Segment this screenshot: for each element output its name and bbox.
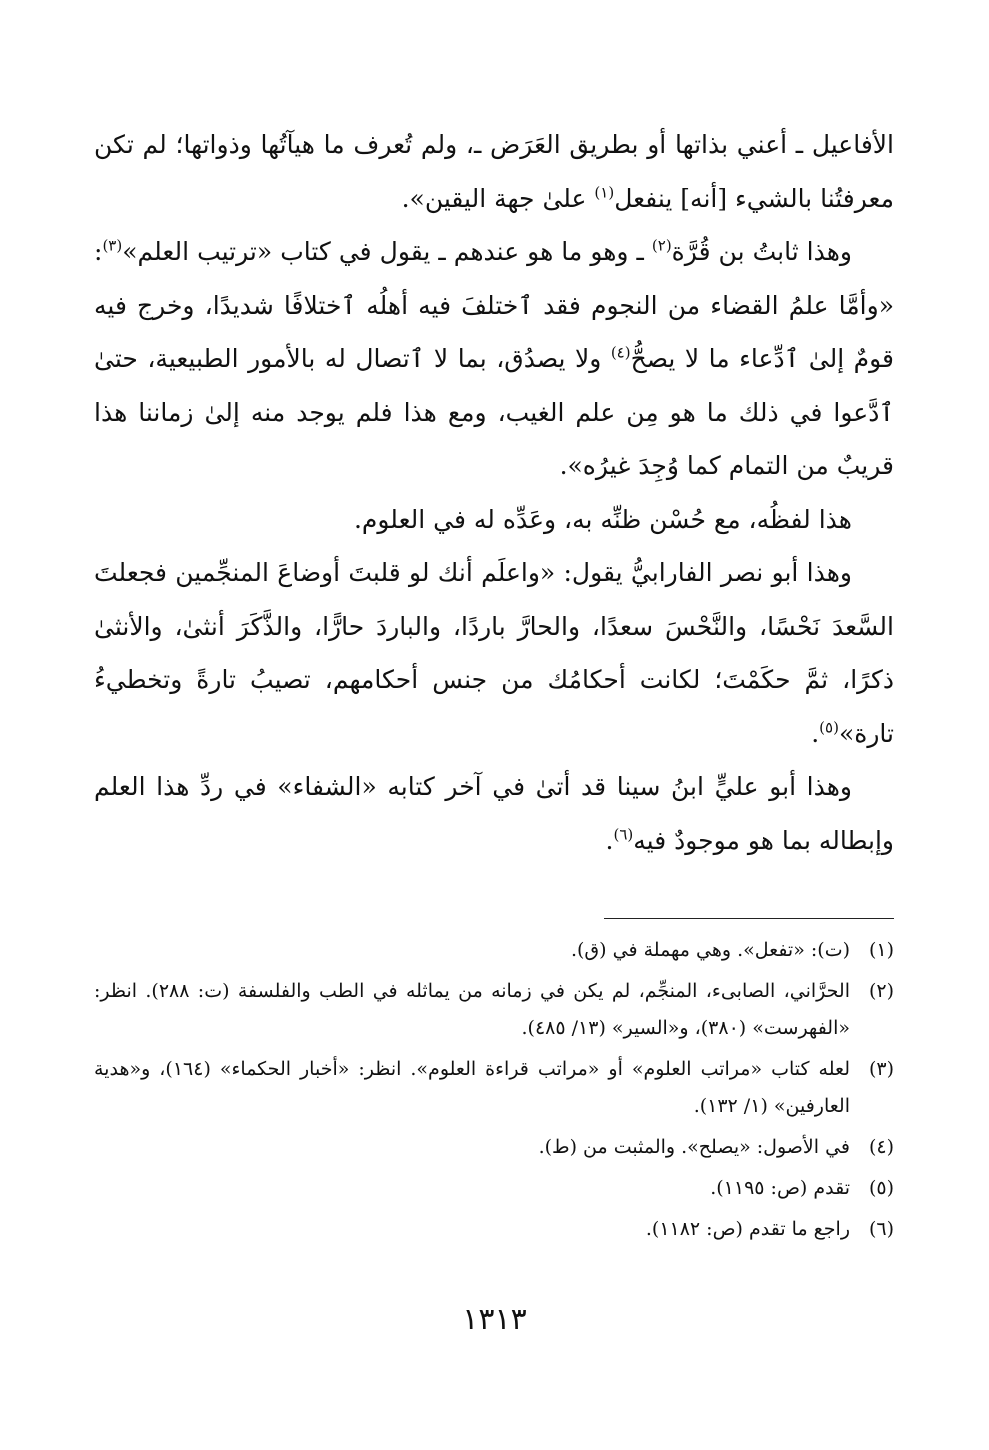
- paragraph-4: [94, 546, 894, 760]
- footnote-text: الحرَّاني، الصابىء، المنجِّم، لم يكن في زمانه من يماثله في الطب والفلسفة (ت: ٢٨٨). انظر: «الفهرست» (٣٨٠)، و«السير» (١٣/ ٤٨٥).: [94, 980, 850, 1039]
- text-run: ـ وهو ما هو عندهم ـ يقول في كتاب «ترتيب العلم»: [122, 237, 652, 266]
- footnote-ref: (٣): [102, 236, 123, 255]
- paragraph-2: [94, 225, 894, 493]
- text-run: .: [811, 718, 820, 748]
- footnote-1: [94, 932, 894, 969]
- footnote-text: لعله كتاب «مراتب العلوم» أو «مراتب قراءة العلوم». انظر: «أخبار الحكماء» (١٦٤)، و«هدية العارفين» (١/ ١٣٢).: [94, 1058, 850, 1117]
- paragraph-1: [94, 118, 894, 225]
- footnote-3: [94, 1051, 894, 1125]
- footnote-number: (٦): [868, 1218, 894, 1240]
- footnote-ref: (١): [594, 183, 615, 202]
- footnote-divider: [604, 918, 894, 919]
- text-run: علىٰ جهة اليقين».: [401, 183, 595, 213]
- text-run: وهذا ثابتُ بن قُرَّة: [671, 237, 853, 266]
- footnote-5: [94, 1170, 894, 1207]
- main-text: [94, 118, 894, 867]
- text-run: ولا يصدُق، بما لا ٱتصال له بالأمور الطبيعية، حتىٰ ٱدَّعوا في ذلك ما هو مِن علم الغيب، ومع هذا فلم يوجد منه إلىٰ زماننا هذا قريبٌ من التمام كما وُجِدَ غيرُه».: [94, 344, 894, 480]
- text-run: .: [605, 825, 614, 855]
- footnote-6: [94, 1211, 894, 1248]
- text-run: وهذا أبو عليٍّ ابنُ سينا قد أتىٰ في آخر كتابه «الشفاء» في ردِّ هذا العلم وإبطاله بما هو موجودٌ فيه: [94, 772, 894, 855]
- footnote-number: (٥): [868, 1177, 894, 1199]
- footnote-ref: (٤): [610, 343, 631, 362]
- footnote-number: (١): [868, 939, 894, 961]
- text-run: الأفاعيل ـ أعني بذاتها أو بطريق العَرَض ـ، ولم تُعرف ما هيآتُها وذواتها؛ لم تكن معرفتُنا بالشيء [أنه] ينفعل: [94, 130, 894, 213]
- footnote-ref: (٥): [819, 718, 839, 737]
- footnote-number: (٢): [868, 980, 894, 1002]
- text-run: وهذا أبو نصر الفارابيُّ يقول: «واعلَم أنك لو قلبتَ أوضاعَ المنجِّمين فجعلتَ السَّعدَ نَحْسًا، والنَّحْسَ سعدًا، والحارَّ باردًا، والباردَ حارًّا، والذَّكَرَ أنثىٰ، والأنثىٰ ذكرًا، ثمَّ حكَمْتَ؛ لكانت أحكامُك من جنس أحكامهم، تصيبُ تارةً وتخطيءُ تارة»: [94, 558, 894, 748]
- paragraph-3: [94, 493, 894, 547]
- footnotes: [94, 932, 894, 1252]
- footnote-ref: (٢): [651, 236, 672, 255]
- footnote-4: [94, 1129, 894, 1166]
- page-number: ١٣١٣: [462, 1302, 527, 1337]
- text-run: هذا لفظُه، مع حُسْن ظنِّه به، وعَدِّه له في العلوم.: [353, 504, 852, 534]
- footnote-number: (٤): [868, 1136, 894, 1158]
- footnote-ref: (٦): [613, 825, 634, 844]
- footnote-text: في الأصول: «يصلح». والمثبت من (ط).: [538, 1136, 850, 1158]
- footnote-text: (ت): «تفعل». وهي مهملة في (ق).: [570, 939, 850, 961]
- footnote-number: (٣): [868, 1058, 894, 1080]
- footnote-text: راجع ما تقدم (ص: ١١٨٢).: [645, 1218, 850, 1240]
- footnote-text: تقدم (ص: ١١٩٥).: [710, 1177, 850, 1199]
- text-run: : «وأمَّا علمُ القضاء من النجوم فقد ٱختلفَ فيه أهلُه ٱختلافًا شديدًا، وخرج فيه قومٌ إلىٰ ٱدِّعاء ما لا يصحُّ: [94, 237, 895, 373]
- footnote-2: [94, 973, 894, 1047]
- paragraph-5: [94, 760, 894, 867]
